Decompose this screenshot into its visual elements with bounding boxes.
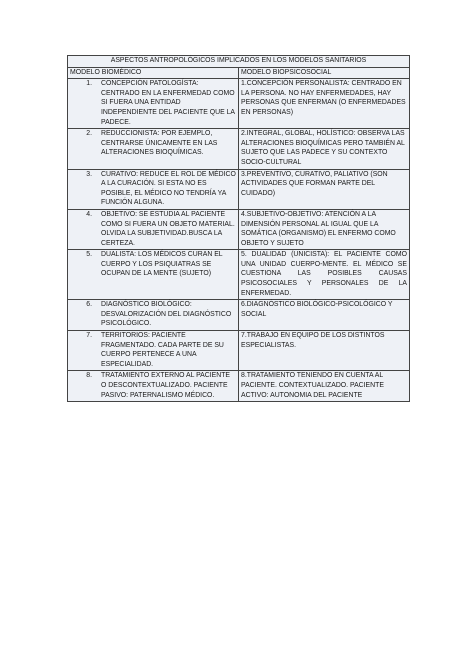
row-number: 6.: [86, 301, 92, 309]
biomedico-cell: REDUCCIONISTA: POR EJEMPLO, CENTRARSE ÚNICAMENTE EN LAS ALTERACIONES BIOQUÍMICAS.: [101, 130, 218, 157]
biomedico-cell: CONCEPCIÓN PATOLOGÍSTA: CENTRADO EN LA ENFERMEDAD COMO SI FUERA UNA ENTIDAD INDEPENDIENTE DEL PACIENTE QUE LA PADECE.: [101, 80, 235, 126]
biomedico-cell: TRATAMIENTO EXTERNO AL PACIENTE O DESCONTEXTUALIZADO. PACIENTE PASIVO: PATERNALISMO MÉDICO.: [101, 372, 231, 399]
biopsicosocial-cell: 6.DIAGNÓSTICO BIOLÓGICO-PSICOLÓGICO Y SOCIAL: [239, 300, 410, 331]
biomedico-cell: CURATIVO: REDUCE EL ROL DE MÉDICO A LA CURACIÓN. SI ESTA NO ES POSIBLE, EL MÉDICO NO TENDRÍA YA FUNCIÓN ALGUNA.: [101, 170, 236, 207]
row-number: 8.: [86, 372, 92, 380]
biopsicosocial-cell: 4.SUBJETIVO-OBJETIVO: ATENCIÓN A LA DIMENSIÓN PERSONAL AL IGUAL QUE LA SOMÁTICA (ORGANISMO) EL ENFERMO COMO OBJETO Y SUJETO: [239, 209, 410, 249]
biopsicosocial-cell: 8.TRATAMIENTO TENIENDO EN CUENTA AL PACIENTE. CONTEXTUALIZADO. PACIENTE ACTIVO: AUTONOMIA DEL PACIENTE: [239, 371, 410, 402]
table-row: [68, 300, 410, 331]
biopsicosocial-cell: 7.TRABAJO EN EQUIPO DE LOS DISTINTOS ESPECIALISTAS.: [239, 331, 410, 371]
table-title-row: [68, 56, 410, 68]
biomedico-cell: DUALISTA: LOS MÉDICOS CURAN EL CUERPO Y LOS PSIQUIATRAS SE OCUPAN DE LA MENTE (SUJETO): [101, 251, 223, 278]
biopsicosocial-cell: 5. DUALIDAD (UNICISTA): EL PACIENTE COMO UNA UNIDAD CUERPO-MENTE. EL MÉDICO SE CUESTIONA LAS POSIBLES CAUSAS PSICOSOCIALES Y PERSONALES DE LA ENFERMEDAD.: [239, 250, 410, 300]
biomedico-cell: OBJETIVO: SE ESTUDIA AL PACIENTE COMO SI FUERA UN OBJETO MATERIAL. OLVIDA LA SUBJETIVIDAD.BUSCA LA CERTEZA.: [101, 210, 235, 247]
table-title: ASPECTOS ANTROPOLÓGICOS IMPLICADOS EN LOS MODELOS SANITARIOS: [68, 56, 410, 68]
biomedico-cell: TERRITORIOS: PACIENTE FRAGMENTADO. CADA PARTE DE SU CUERPO PERTENECE A UNA ESPECIALIDAD.: [101, 332, 224, 368]
header-biomedico: MODELO BIOMÉDICO: [68, 67, 239, 79]
table-row: [68, 79, 410, 129]
table-row: [68, 209, 410, 249]
row-number: 5.: [86, 251, 92, 259]
table-row: [68, 250, 410, 300]
table-header-row: [68, 67, 410, 79]
biopsicosocial-cell: 1.CONCEPCIÓN PERSONALISTA: CENTRADO EN LA PERSONA. NO HAY ENFERMEDADES, HAY PERSONAS QUE ENFERMAN (O ENFERMEDADES EN PERSONAS): [239, 79, 410, 129]
row-number: 3.: [86, 170, 92, 178]
row-number: 7.: [86, 332, 92, 340]
biopsicosocial-cell: 3.PREVENTIVO, CURATIVO, PALIATIVO (SON ACTIVIDADES QUE FORMAN PARTE DEL CUIDADO): [239, 169, 410, 209]
table-row: [68, 169, 410, 209]
row-number: 4.: [86, 210, 92, 218]
biomedico-cell: DIAGNÓSTICO BIOLÓGICO: DESVALORIZACIÓN DEL DIAGNÓSTICO PSICOLÓGICO.: [101, 301, 232, 328]
models-comparison-table: [67, 55, 410, 402]
table-row: [68, 371, 410, 402]
row-number: 1.: [86, 80, 92, 88]
header-biopsicosocial: MODELO BIOPSICOSOCIAL: [239, 67, 410, 79]
table-row: [68, 331, 410, 371]
biopsicosocial-cell: 2.INTEGRAL, GLOBAL, HOLÍSTICO: OBSERVA LAS ALTERACIONES BIOQUÍMICAS PERO TAMBIÉN AL SUJETO QUE LAS PADECE Y SU CONTEXTO SOCIO-CULTURAL: [239, 129, 410, 169]
table-row: [68, 129, 410, 169]
row-number: 2.: [86, 130, 92, 138]
